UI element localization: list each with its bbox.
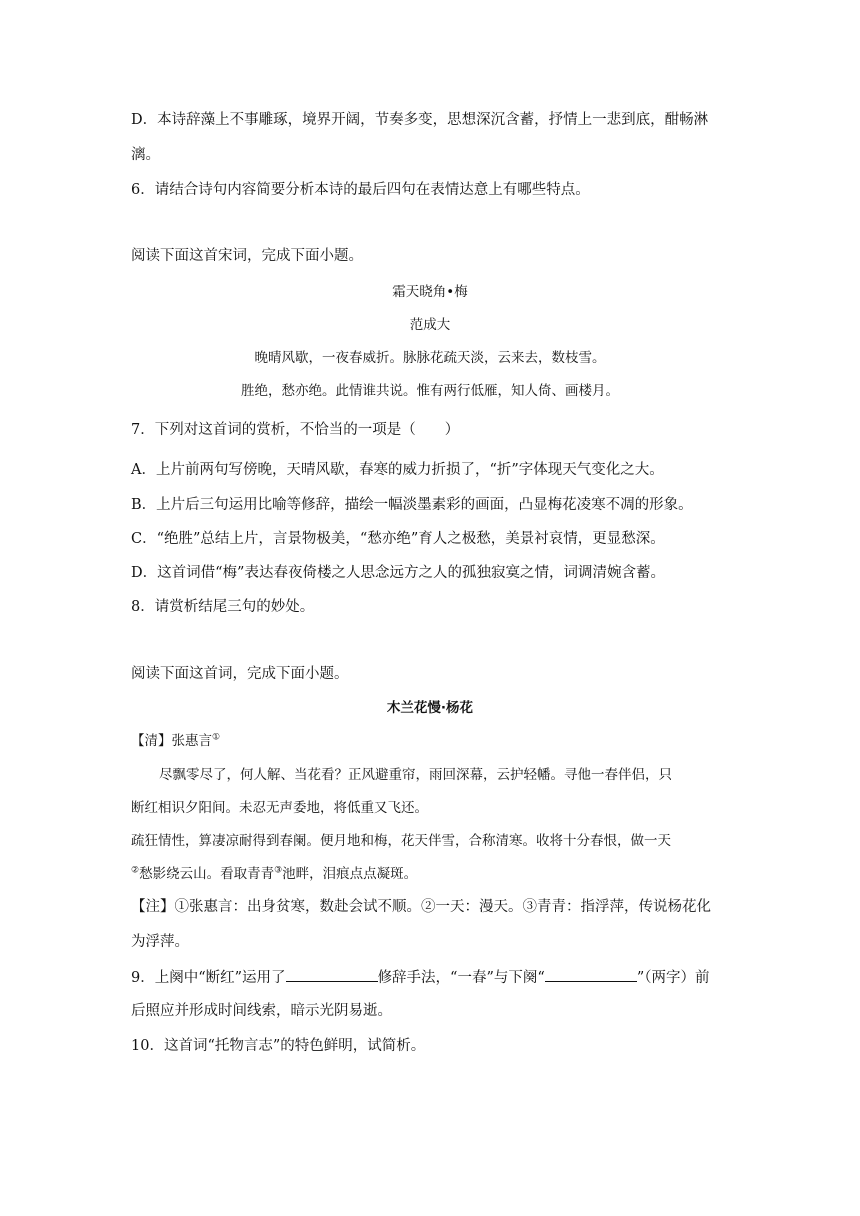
q7-option-d: D．这首词借“梅”表达春夜倚楼之人思念远方之人的孤独寂寞之情，词调清婉含蓄。 (131, 565, 665, 581)
poem3-body-line2: 断红相识夕阳间。未忍无声委地，将低重又飞还。 (131, 800, 428, 816)
q9-question-line1 (131, 967, 709, 988)
q9-part-b: 修辞手法，“一春”与下阕“ (377, 970, 545, 986)
poem3-body-line1: 尽飘零尽了，何人解、当花看？正风避重帘，雨回深幕，云护轻幡。寻他一春伴侣，只 (159, 767, 672, 783)
note-mark-1: ① (212, 732, 221, 743)
poem3-author (131, 731, 220, 751)
q7-stem: 7．下列对这首词的赏析，不恰当的一项是（ ） (131, 422, 460, 438)
notes-line2: 为浮萍。 (131, 934, 189, 950)
note-mark-3: ③ (274, 865, 283, 876)
q9-blank-2[interactable] (545, 967, 637, 982)
poem3-body-line4-b: 池畔，泪痕点点凝斑。 (282, 866, 418, 882)
q9-part-c: ”（两字）前 (636, 970, 710, 986)
q9-part-a: 9．上阕中“断红”运用了 (131, 970, 286, 986)
notes-line1: 【注】①张惠言：出身贫寒，数赴会试不顺。②一天：漫天。③青青：指浮萍，传说杨花化 (131, 899, 711, 915)
poem3-author-name: 【清】张惠言 (131, 733, 212, 749)
q7-option-b: B．上片后三句运用比喻等修辞，描绘一幅淡墨素彩的画面，凸显梅花凌寒不凋的形象。 (131, 497, 693, 513)
q9-blank-1[interactable] (286, 967, 378, 982)
q9-question-line2: 后照应并形成时间线索，暗示光阴易逝。 (131, 1003, 392, 1019)
q5-option-d-line1: D．本诗辞藻上不事雕琢，境界开阔，节奏多变，思想深沉含蓄，抒情上一悲到底，酣畅淋 (131, 112, 709, 128)
poem3-body-line4 (131, 864, 417, 884)
poem3-body-line3: 疏狂情性，算凄凉耐得到春阑。便月地和梅，花天伴雪，合称清寒。收将十分春恨，做一天 (131, 833, 671, 849)
q10-question: 10．这首词“托物言志”的特色鲜明，试简析。 (131, 1038, 426, 1054)
note-mark-2: ② (131, 865, 140, 876)
q7-option-c: C．“绝胜”总结上片，言景物极美，“愁亦绝”育人之极愁，美景衬哀情，更显愁深。 (131, 531, 665, 547)
poem2-title: 霜天晓角•梅 (392, 284, 468, 300)
poem2-line1: 晚晴风歇，一夜春威折。脉脉花疏天淡，云来去，数枝雪。 (254, 350, 606, 366)
q6-question: 6．请结合诗句内容简要分析本诗的最后四句在表情达意上有哪些特点。 (131, 182, 590, 198)
poem3-title: 木兰花慢·杨花 (386, 700, 474, 716)
section3-intro: 阅读下面这首词，完成下面小题。 (131, 666, 349, 682)
poem2-line2: 胜绝，愁亦绝。此情谁共说。惟有两行低雁，知人倚、画楼月。 (241, 383, 619, 399)
poem3-body-line4-a: 愁影绕云山。看取青青 (139, 866, 275, 882)
q5-option-d-line2: 漓。 (131, 147, 160, 163)
q8-question: 8．请赏析结尾三句的妙处。 (131, 599, 315, 615)
q7-option-a: A．上片前两句写傍晚，天晴风歇，春寒的威力折损了，“折”字体现天气变化之大。 (131, 462, 664, 478)
section2-intro: 阅读下面这首宋词，完成下面小题。 (131, 248, 363, 264)
poem2-author: 范成大 (409, 317, 451, 333)
